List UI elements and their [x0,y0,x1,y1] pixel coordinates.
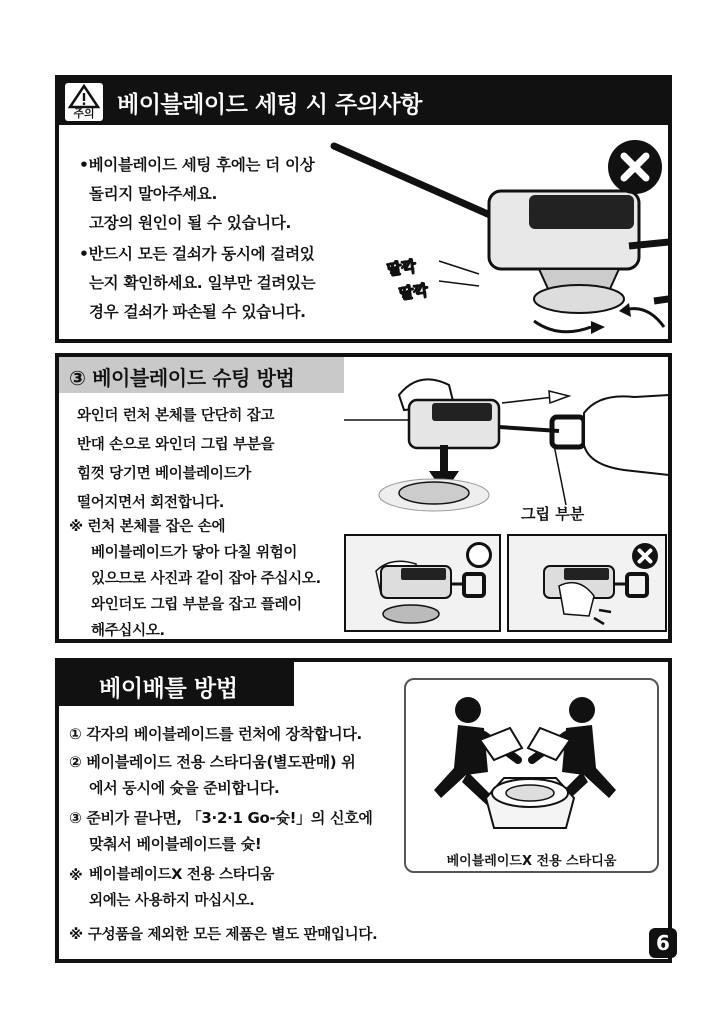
sfx-label: 딸깍 [385,257,418,279]
sale-note [69,922,377,948]
shooting-instructions [77,402,274,518]
text-line: 외에는 사용하지 마십시오. [89,893,255,909]
grip-label: 그립 부분 [521,505,585,523]
shooting-section [55,353,672,643]
shooting-illustration [344,365,669,515]
page-number: 6 [649,928,677,958]
cross-icon [631,542,659,574]
text-line: 고장의 원인이 될 수 있습니다. [89,214,292,232]
warning-icon-label: 주의 [73,107,95,120]
correct-grip-photo [344,534,501,632]
text-line: 경우 걸쇠가 파손될 수 있습니다. [89,303,306,321]
note-mark: ※ [69,927,83,943]
shooting-title: ③ 베이블레이드 슈팅 방법 [69,366,295,390]
battle-title: 베이배틀 방법 [99,676,238,702]
stadium-note [69,862,274,914]
caution-bullet-2 [79,240,315,327]
battle-steps [69,720,373,857]
text-line: 힘껏 당기면 베이블레이드가 [77,466,251,482]
text-line: 돌리지 말아주세요. [89,185,218,203]
cross-icon [607,139,663,199]
sfx-label: 딸깍 [397,281,430,303]
warning-icon [65,83,103,121]
circle-icon [466,542,492,568]
text-line: 베이블레이드X 전용 스타디움 [89,867,274,883]
text-line: •반드시 모든 걸쇠가 동시에 걸려있 [79,245,315,263]
stadium-panel [404,678,659,873]
text-line: 와인더도 그립 부분을 잡고 플레이 [91,597,302,613]
text-line: 반대 손으로 와인더 그립 부분을 [77,437,275,453]
text-line: 베이블레이드가 닿아 다칠 위험이 [91,545,298,561]
step-line: ③ 준비가 끝나면, 「3·2·1 Go-슛!」의 신호에 [69,809,373,827]
text-line: 와인더 런처 본체를 단단히 잡고 [77,408,275,424]
text-line: •베이블레이드 세팅 후에는 더 이상 [79,156,315,174]
step-line: 에서 동시에 슛을 준비합니다. [89,779,280,797]
caution-section [55,75,672,343]
text-line: 해주십시오. [91,623,165,639]
step-line: ② 베이블레이드 전용 스타디움(별도판매) 위 [69,753,356,771]
shooting-note [69,514,321,644]
text-line: 구성품을 제외한 모든 제품은 별도 판매입니다. [87,927,378,943]
incorrect-grip-photo [507,534,667,632]
step-line: ① 각자의 베이블레이드를 런처에 장착합니다. [69,725,362,743]
caution-title: 베이블레이드 세팅 시 주의사항 [117,92,422,118]
stadium-caption: 베이블레이드X 전용 스타디움 [446,854,617,869]
caution-bullet-1 [79,151,314,238]
text-line: 있으므로 사진과 같이 잡아 주십시오. [91,571,321,587]
text-line: 는지 확인하세요. 일부만 걸려있는 [89,274,316,292]
note-mark: ※ [69,868,83,884]
step-line: 맞춰서 베이블레이드를 슛! [89,835,262,853]
text-line: 떨어지면서 회전합니다. [77,495,225,511]
battle-section [55,658,672,963]
text-line: ※ 런처 본체를 잡은 손에 [69,519,226,535]
